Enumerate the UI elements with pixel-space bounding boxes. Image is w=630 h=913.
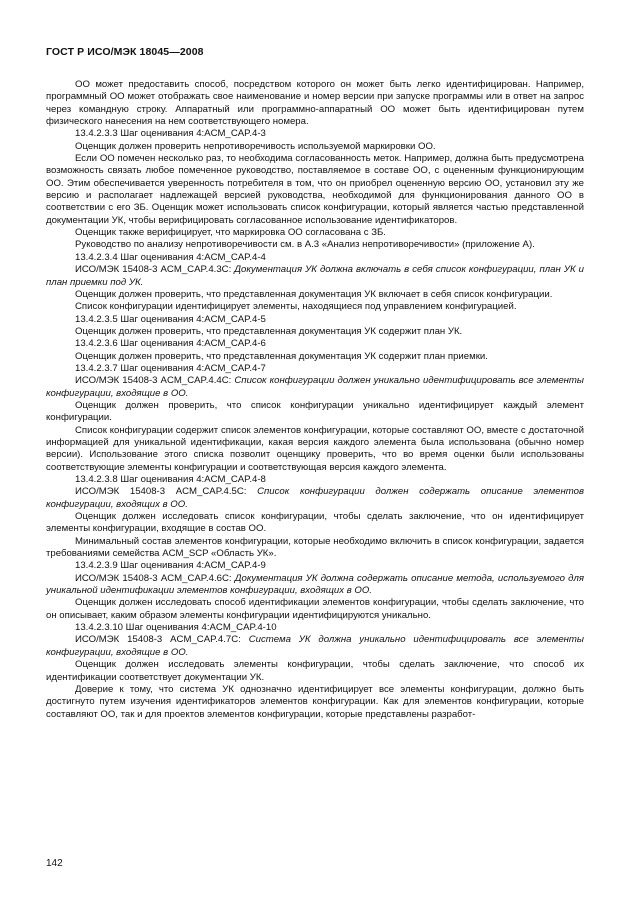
requirement-paragraph: ИСО/МЭК 15408-3 ACM_CAP.4.6C: Документация УК должна содержать описание метода, используемого для уникальной идентификации элементов конфигурации, входящих в ОО. (46, 572, 584, 597)
requirement-paragraph: ИСО/МЭК 15408-3 ACM_CAP.4.3C: Документация УК должна включать в себя список конфигурации, план УК и план приемки под УК. (46, 264, 584, 288)
step-heading: 13.4.2.3.6 Шаг оценивания 4:ACM_CAP.4-6 (75, 338, 266, 350)
step-heading: 13.4.2.3.5 Шаг оценивания 4:ACM_CAP.4-5 (75, 313, 266, 325)
paragraph: Оценщик должен проверить, что представленная документация УК включает в себя список конфигурации. (75, 288, 553, 300)
page-body (46, 79, 584, 721)
paragraph: Список конфигурации идентифицирует элементы, находящиеся под управлением конфигурацией. (75, 301, 517, 313)
requirement-paragraph: ИСО/МЭК 15408-3 ACM_CAP.4.7C: Система УК должна уникально идентифицировать все элементы конфигурации, входящие в ОО. (46, 634, 584, 658)
paragraph: Оценщик должен исследовать список конфигурации, чтобы сделать заключение, что он идентифицирует элементы конфигурации, входящие в состав ОО. (46, 511, 584, 535)
step-heading: 13.4.2.3.9 Шаг оценивания 4:ACM_CAP.4-9 (75, 560, 266, 572)
paragraph: ОО может предоставить способ, посредством которого он может быть легко идентифицирован. Например, программный ОО может отображать свое наименование и номер версии при запуске программы или в ответ на запрос через командную строку. Аппаратный или программно-аппаратный ОО может быть идентифицирован путем физического нанесения на нем соответствующего номера. (46, 79, 584, 128)
paragraph: Оценщик должен проверить непротиворечивость используемой маркировки ОО. (75, 140, 436, 152)
page-number: 142 (46, 858, 63, 869)
paragraph: Минимальный состав элементов конфигурации, которые необходимо включить в список конфигурации, задается требованиями семейства ACM_SCP «Область УК». (46, 535, 584, 560)
paragraph: Оценщик также верифицирует, что маркировка ОО согласована с ЗБ. (75, 227, 386, 239)
paragraph: Оценщик должен проверить, что список конфигурации уникально идентифицирует каждый элемент конфигурации. (46, 399, 584, 424)
step-heading: 13.4.2.3.3 Шаг оценивания 4:ACM_CAP.4-3 (75, 128, 266, 140)
requirement-paragraph: ИСО/МЭК 15408-3 ACM_CAP.4.4C: Список конфигурации должен уникально идентифицировать все элементы конфигурации, входящие в ОО. (46, 375, 584, 399)
paragraph: Если ОО помечен несколько раз, то необходима согласованность меток. Например, должна быть предусмотрена возможность связать любое помеченное руководство, поставляемое в составе ОО, с оцененным функционирующим ОО. Этим обеспечивается уверенность потребителя в том, что он приобрел оцененную версию ОО, установил эту же версию и располагает надлежащей версией руководства, необходимой для функционирования данного ОО в соответствии с его ЗБ. Оценщик может использовать список конфигурации, который является частью представленной документации УК, чтобы верифицировать согласованное использование идентификаторов. (46, 153, 584, 226)
step-heading: 13.4.2.3.7 Шаг оценивания 4:ACM_CAP.4-7 (75, 362, 266, 374)
paragraph: Оценщик должен проверить, что представленная документация УК содержит план приемки. (75, 350, 488, 362)
paragraph: Оценщик должен проверить, что представленная документация УК содержит план УК. (75, 325, 463, 337)
step-heading: 13.4.2.3.10 Шаг оценивания 4:ACM_CAP.4-10 (75, 622, 277, 634)
paragraph: Доверие к тому, что система УК однозначно идентифицирует все элементы конфигурации, должно быть достигнуто путем изучения идентификаторов элементов конфигурации. Как для элементов конфигурации, которые составляют ОО, так и для проектов элементов конфигурации, которые представлены разработ- (46, 683, 584, 720)
paragraph: Список конфигурации содержит список элементов конфигурации, которые составляют ОО, вместе с достаточной информацией для уникальной идентификации, какая версия каждого элемента была использована (обычно номер версии). Использование этого списка позволит оценщику проверить, что во время оценки были использованы соответствующие элементы конфигурации и соответствующая версия каждого элемента. (46, 424, 584, 473)
document-header: ГОСТ Р ИСО/МЭК 18045—2008 (46, 46, 204, 58)
paragraph: Оценщик должен исследовать способ идентификации элементов конфигурации, чтобы сделать заключение, что он описывает, каким образом элементы конфигурации идентифицируются уникально. (46, 597, 584, 621)
step-heading: 13.4.2.3.8 Шаг оценивания 4:ACM_CAP.4-8 (75, 474, 266, 485)
paragraph: Оценщик должен исследовать элементы конфигурации, чтобы сделать заключение, что способ их идентификации соответствует документации УК. (46, 659, 584, 683)
step-heading: 13.4.2.3.4 Шаг оценивания 4:ACM_CAP.4-4 (75, 251, 266, 263)
requirement-paragraph: ИСО/МЭК 15408-3 ACM_CAP.4.5C: Список конфигурации должен содержать описание элементов конфигурации, входящих в ОО. (46, 486, 584, 510)
paragraph: Руководство по анализу непротиворечивости см. в А.3 «Анализ непротиворечивости» (приложение А). (75, 239, 535, 251)
